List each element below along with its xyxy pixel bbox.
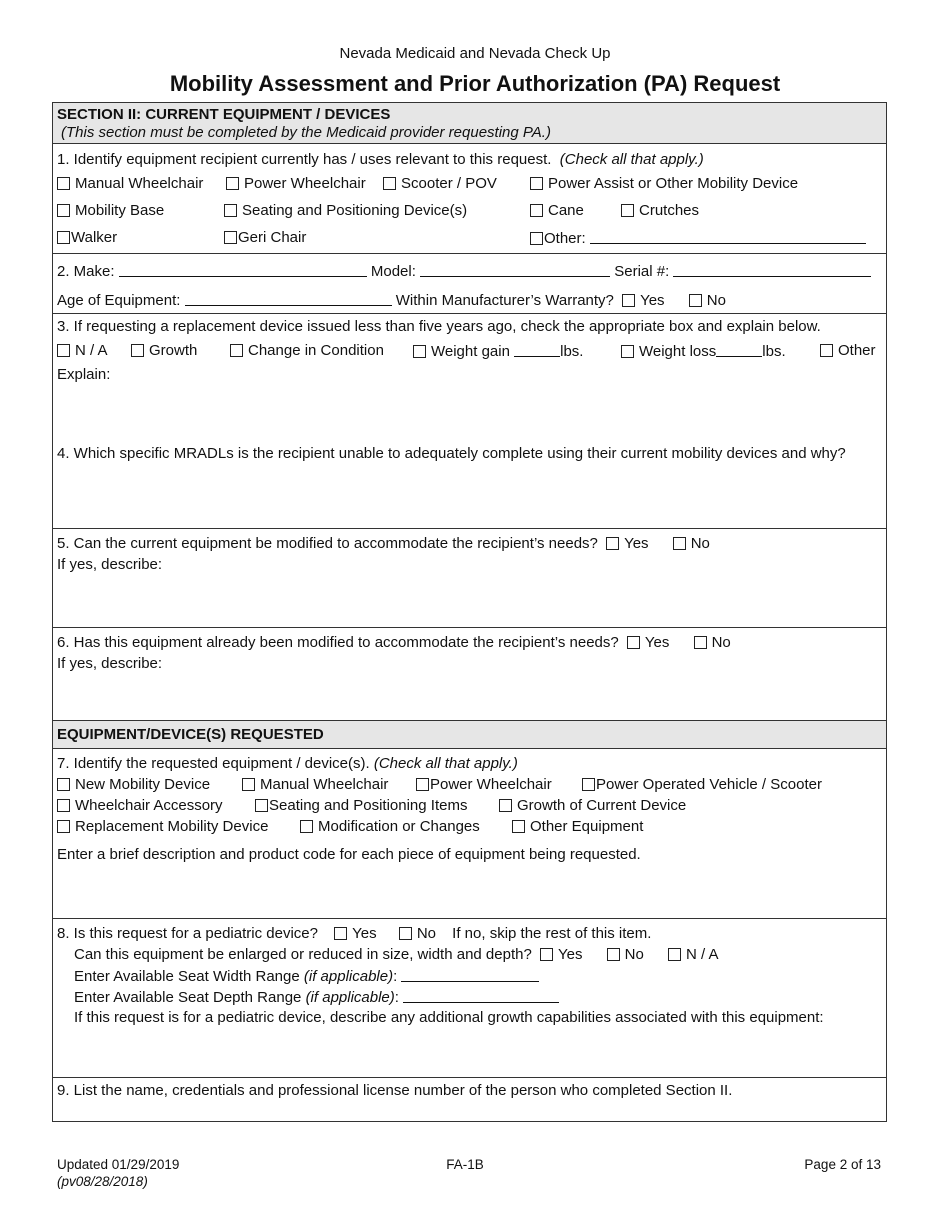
q7-new-mobility[interactable]: New Mobility Device [57, 776, 210, 793]
divider [52, 253, 887, 254]
q3-na[interactable]: N / A [57, 342, 108, 359]
q8-no-checkbox[interactable] [399, 927, 412, 940]
checkbox[interactable] [530, 204, 543, 217]
q8-enlarge-yes-checkbox[interactable] [540, 948, 553, 961]
q5-describe-field[interactable] [57, 576, 877, 622]
divider [52, 720, 887, 721]
checkbox[interactable] [224, 231, 237, 244]
agency-name: Nevada Medicaid and Nevada Check Up [339, 45, 611, 62]
warranty-yes-checkbox[interactable] [622, 294, 635, 307]
checkbox[interactable] [255, 799, 268, 812]
checkbox[interactable] [383, 177, 396, 190]
q1-geri-chair[interactable]: Geri Chair [224, 229, 306, 246]
q6-yes-checkbox[interactable] [627, 636, 640, 649]
q2-age-row: Age of Equipment: Within Manufacturer’s Warranty? Yes No [57, 292, 726, 309]
checkbox[interactable] [131, 344, 144, 357]
q7-other-equipment[interactable]: Other Equipment [512, 818, 643, 835]
model-field[interactable] [420, 262, 610, 277]
q8-growth-text: If this request is for a pediatric device, describe any additional growth capabilities associated with this equipment: [74, 1009, 824, 1026]
checkbox[interactable] [582, 778, 595, 791]
q5-prompt-row: 5. Can the current equipment be modified to accommodate the recipient’s needs? Yes No [57, 535, 710, 552]
q1-cane[interactable]: Cane [530, 202, 584, 219]
checkbox[interactable] [300, 820, 313, 833]
divider [52, 748, 887, 749]
q3-explain-field[interactable] [57, 386, 877, 436]
checkbox[interactable] [530, 232, 543, 245]
q3-growth[interactable]: Growth [131, 342, 197, 359]
page-title: Mobility Assessment and Prior Authorization (PA) Request [169, 71, 781, 96]
q8-enlarge-row: Can this equipment be enlarged or reduced in size, width and depth? Yes No N / A [74, 946, 719, 963]
divider [52, 918, 887, 919]
q1-manual-wheelchair[interactable]: Manual Wheelchair [57, 175, 203, 192]
q7-seating-items[interactable]: Seating and Positioning Items [255, 797, 467, 814]
seat-width-field[interactable] [401, 967, 539, 982]
divider [52, 313, 887, 314]
q1-other[interactable]: Other: [530, 229, 866, 247]
checkbox[interactable] [57, 177, 70, 190]
q3-change[interactable]: Change in Condition [230, 342, 384, 359]
checkbox[interactable] [57, 820, 70, 833]
q6-describe-field[interactable] [57, 675, 877, 717]
q8-depth-row: Enter Available Seat Depth Range (if applicable): [74, 988, 559, 1006]
q7-replacement[interactable]: Replacement Mobility Device [57, 818, 268, 835]
q4-prompt: 4. Which specific MRADLs is the recipient unable to adequately complete using their current mobility devices and why? [57, 445, 846, 462]
divider [52, 528, 887, 529]
q1-seating[interactable]: Seating and Positioning Device(s) [224, 202, 467, 219]
footer-form-id: FA-1B [446, 1157, 484, 1172]
q3-weight-loss[interactable]: Weight loss lbs. [621, 342, 786, 360]
requested-heading: EQUIPMENT/DEVICE(S) REQUESTED [57, 726, 324, 743]
footer-page-number: Page 2 of 13 [804, 1157, 881, 1172]
checkbox[interactable] [499, 799, 512, 812]
q8-width-row: Enter Available Seat Width Range (if applicable): [74, 967, 539, 985]
q6-no-checkbox[interactable] [694, 636, 707, 649]
weight-loss-field[interactable] [716, 342, 762, 357]
checkbox[interactable] [621, 345, 634, 358]
checkbox[interactable] [621, 204, 634, 217]
q9-prompt: 9. List the name, credentials and professional license number of the person who completed Section II. [57, 1082, 733, 1099]
q8-enlarge-no-checkbox[interactable] [607, 948, 620, 961]
q1-prompt: 1. Identify equipment recipient currently has / uses relevant to this request. (Check all that apply.) [57, 151, 704, 168]
checkbox[interactable] [416, 778, 429, 791]
checkbox[interactable] [57, 231, 70, 244]
q7-description-field[interactable] [57, 866, 877, 914]
q5-describe-label: If yes, describe: [57, 556, 163, 573]
q3-weight-gain[interactable]: Weight gain lbs. [413, 342, 583, 360]
q7-power-wheelchair[interactable]: Power Wheelchair [416, 776, 552, 793]
q2-make-row: 2. Make: Model: Serial #: [57, 262, 871, 280]
q1-power-assist[interactable]: Power Assist or Other Mobility Device [530, 175, 798, 192]
checkbox[interactable] [226, 177, 239, 190]
checkbox[interactable] [57, 799, 70, 812]
serial-field[interactable] [673, 262, 871, 277]
seat-depth-field[interactable] [403, 988, 559, 1003]
q5-yes-checkbox[interactable] [606, 537, 619, 550]
checkbox[interactable] [224, 204, 237, 217]
weight-gain-field[interactable] [514, 342, 560, 357]
q8-prompt-row: 8. Is this request for a pediatric device? Yes No If no, skip the rest of this item. [57, 925, 652, 942]
q1-mobility-base[interactable]: Mobility Base [57, 202, 164, 219]
divider [52, 627, 887, 628]
q4-answer-field[interactable] [57, 466, 877, 524]
q8-growth-field[interactable] [57, 1030, 877, 1074]
checkbox[interactable] [530, 177, 543, 190]
q1-crutches[interactable]: Crutches [621, 202, 699, 219]
make-field[interactable] [119, 262, 367, 277]
checkbox[interactable] [57, 344, 70, 357]
q1-walker[interactable]: Walker [57, 229, 117, 246]
q6-prompt-row: 6. Has this equipment already been modified to accommodate the recipient’s needs? Yes No [57, 634, 731, 651]
age-field[interactable] [185, 291, 392, 306]
footer-pv: (pv08/28/2018) [57, 1174, 148, 1189]
checkbox[interactable] [57, 204, 70, 217]
q7-description-label: Enter a brief description and product code for each piece of equipment being requested. [57, 846, 641, 863]
warranty-no-checkbox[interactable] [689, 294, 702, 307]
q6-describe-label: If yes, describe: [57, 655, 163, 672]
footer-updated: Updated 01/29/2019 [57, 1157, 180, 1172]
q3-prompt: 3. If requesting a replacement device issued less than five years ago, check the appropriate box and explain below. [57, 318, 821, 335]
q7-accessory[interactable]: Wheelchair Accessory [57, 797, 223, 814]
q3-other[interactable]: Other [820, 342, 876, 359]
checkbox[interactable] [242, 778, 255, 791]
q8-enlarge-na-checkbox[interactable] [668, 948, 681, 961]
q5-no-checkbox[interactable] [673, 537, 686, 550]
q7-growth[interactable]: Growth of Current Device [499, 797, 686, 814]
q7-modification[interactable]: Modification or Changes [300, 818, 480, 835]
section-2-heading: SECTION II: CURRENT EQUIPMENT / DEVICES [57, 106, 391, 123]
checkbox[interactable] [413, 345, 426, 358]
q7-prompt: 7. Identify the requested equipment / device(s). (Check all that apply.) [57, 755, 518, 772]
checkbox[interactable] [230, 344, 243, 357]
q1-other-field[interactable] [590, 229, 866, 244]
divider [52, 1077, 887, 1078]
q7-manual-wheelchair[interactable]: Manual Wheelchair [242, 776, 388, 793]
divider [52, 143, 887, 144]
checkbox[interactable] [512, 820, 525, 833]
q8-yes-checkbox[interactable] [334, 927, 347, 940]
q9-answer-field[interactable] [57, 1100, 877, 1118]
checkbox[interactable] [57, 778, 70, 791]
q3-explain-label: Explain: [57, 366, 111, 383]
q1-scooter[interactable]: Scooter / POV [383, 175, 497, 192]
q7-pov[interactable]: Power Operated Vehicle / Scooter [582, 776, 822, 793]
section-2-note: (This section must be completed by the Medicaid provider requesting PA.) [61, 124, 551, 141]
q1-power-wheelchair[interactable]: Power Wheelchair [226, 175, 366, 192]
checkbox[interactable] [820, 344, 833, 357]
